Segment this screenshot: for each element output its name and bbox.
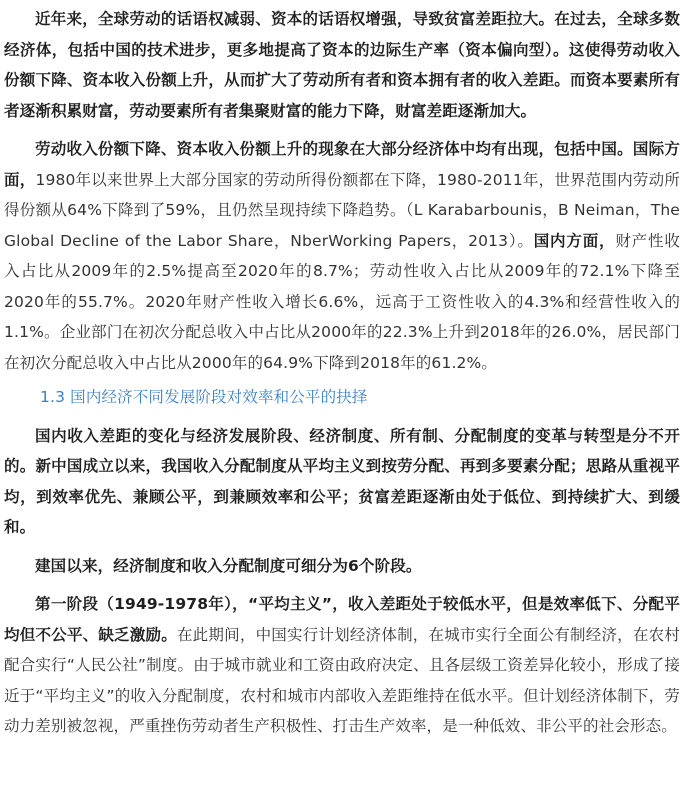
paragraph-stage-one [4,589,680,742]
paragraph-six-stages: 建国以来，经济制度和收入分配制度可细分为6个阶段。 [35,556,422,575]
domestic-text: 财产性收入占比从2009年的2.5%提高至2020年的8.7%；劳动性收入占比从2009年的72.1%下降至2020年的55.7%。2020年财产性收入增长6.6%，远高于工资性收入的4.3%和经营性收入的1.1%。企业部门在初次分配总收入中占比从2000年的22.3%上升到2018年的26.0%，居民部门在初次分配总收入中占比从2000年的64.9%下降到2018年的61.2%。 [4,231,680,372]
domestic-label: 国内方面， [533,231,616,250]
stage-one-text: 在此期间，中国实行计划经济体制，在城市实行全面公有制经济，在农村配合实行“人民公社”制度。由于城市就业和工资由政府决定、且各层级工资差异化较小，形成了接近于“平均主义”的收入分配制度，农村和城市内部收入差距维持在低水平。但计划经济体制下，劳动力差别被忽视，严重挫伤劳动者生产积极性、打击生产效率，是一种低效、非公平的社会形态。 [4,625,680,735]
paragraph-income-gap-changes: 国内收入差距的变化与经济发展阶段、经济制度、所有制、分配制度的变革与转型是分不开的。新中国成立以来，我国收入分配制度从平均主义到按劳分配、再到多要素分配；思路从重视平均，到效率优先、兼顾公平，到兼顾效率和公平；贫富差距逐渐由处于低位、到持续扩大、到缓和。 [4,426,680,536]
international-text: 1980年以来世界上大部分国家的劳动所得份额都在下降，1980-2011年，世界范围内劳动所得份额从64%下降到了59%，且仍然呈现持续下降趋势。（L Karabarbounis，B Neiman，The Global Decline of the Labor Share，NberWorking Papers，2013）。 [4,170,680,250]
labor-share-lead: 劳动收入份额下降、资本收入份额上升的现象在大部分经济体中均有出现，包括中国。 [35,140,633,158]
international-label: 国际方面， [4,140,681,189]
section-heading-1-3: 1.3 国内经济不同发展阶段对效率和公平的抉择 [40,388,368,406]
stage-one-lead: 第一阶段（1949-1978年），“平均主义”，收入差距处于较低水平，但是效率低下、分配平均但不公平、缺乏激励。 [4,595,680,644]
paragraph-labor-share [4,134,680,378]
paragraph-wealth-gap: 近年来，全球劳动的话语权减弱、资本的话语权增强，导致贫富差距拉大。在过去，全球多数经济体，包括中国的技术进步，更多地提高了资本的边际生产率（资本偏向型）。这使得劳动收入份额下降、资本收入份额上升，从而扩大了劳动所有者和资本拥有者的收入差距。而资本要素所有者逐渐积累财富，劳动要素所有者集聚财富的能力下降，财富差距逐渐加大。 [4,10,680,120]
